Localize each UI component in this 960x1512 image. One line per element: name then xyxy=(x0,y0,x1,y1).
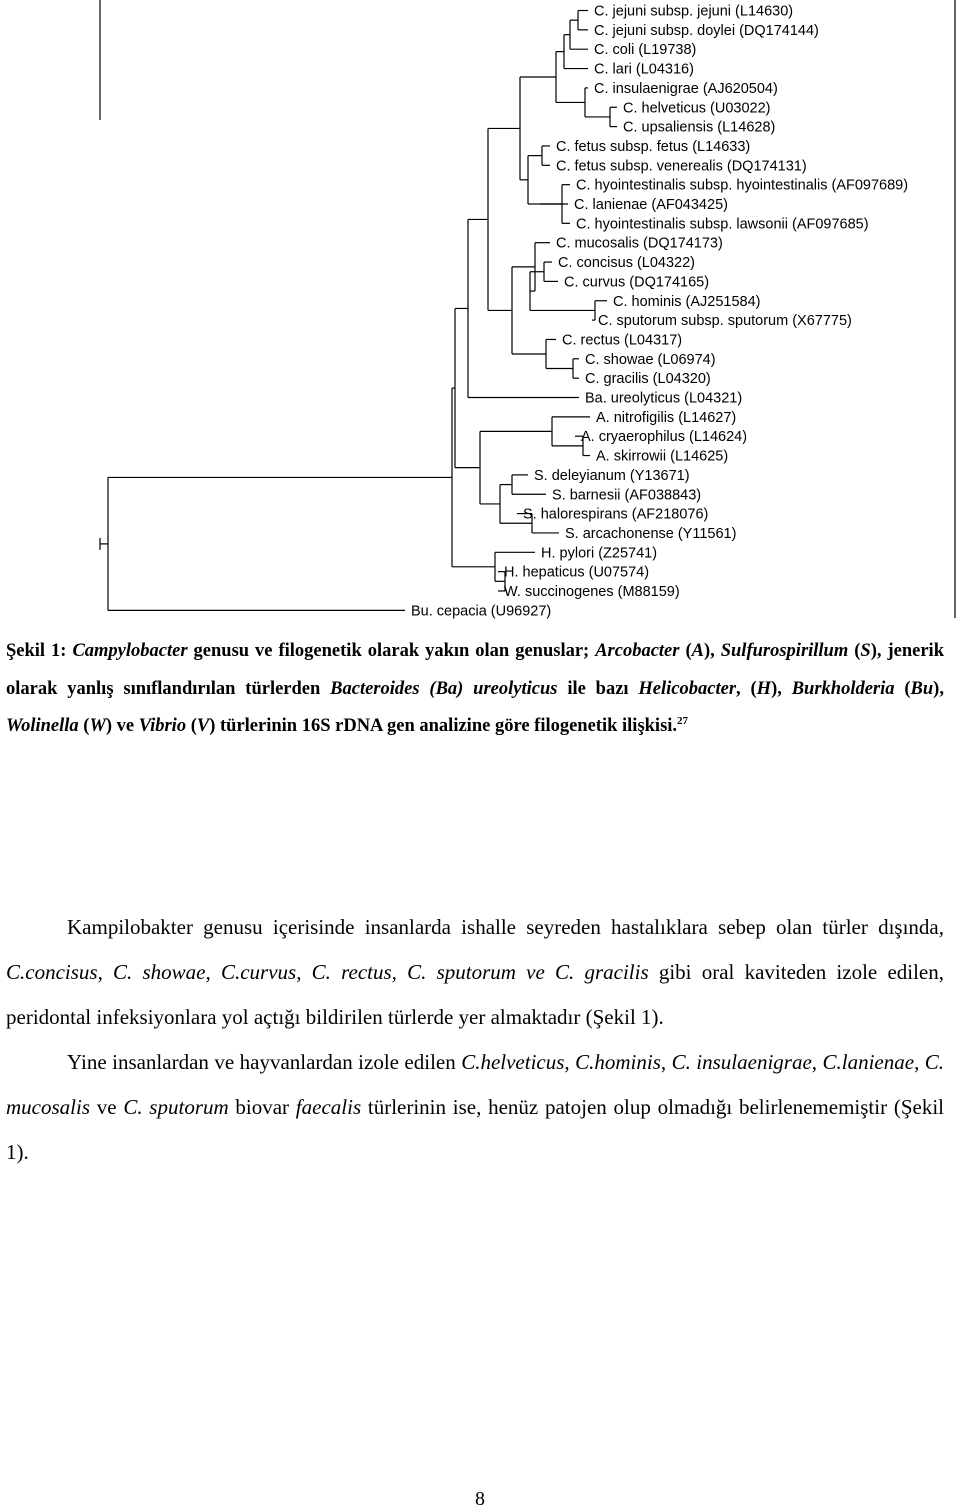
taxon-label: H. hepaticus (U07574) xyxy=(504,564,650,581)
paragraph-2: Yine insanlardan ve hayvanlardan izole edilen C.helveticus, C.hominis, C. insulaenigrae, C.lanienae, C. mucosalis ve C. sputorum biovar faecalis türlerinin ise, henüz patojen olup olmadığı belirlenememiştir (Şekil 1). xyxy=(6,1050,945,1164)
body-text xyxy=(6,905,944,1175)
taxon-label: S. deleyianum (Y13671) xyxy=(534,467,690,484)
taxon-label: C. helveticus (U03022) xyxy=(623,100,771,117)
taxon-label: S. arcachonense (Y11561) xyxy=(565,525,737,542)
caption-label: Şekil 1: xyxy=(6,641,67,661)
reference-number: 27 xyxy=(677,714,689,727)
taxon-label: C. jejuni subsp. doylei (DQ174144) xyxy=(594,22,819,39)
taxon-label: C. fetus subsp. fetus (L14633) xyxy=(556,138,751,155)
taxon-label: C. jejuni subsp. jejuni (L14630) xyxy=(594,3,794,20)
figure-caption: Şekil 1: Campylobacter genusu ve filogenetik olarak yakın olan genuslar; Arcobacter (A), Sulfurospirillum (S), jenerik olarak yanlış sınıflandırılan türlerden Bacteroides (Ba) ureolyticus ile bazı Helicobacter, (H), Burkholderia (Bu), Wolinella (W) ve Vibrio (V) türlerinin 16S rDNA gen analizine göre filogenetik ilişkisi.$^{27}$ xyxy=(6,641,944,736)
taxon-label: S. barnesii (AF038843) xyxy=(552,487,702,504)
taxon-label: H. pylori (Z25741) xyxy=(541,545,658,562)
taxon-label: Bu. cepacia (U96927) xyxy=(411,603,552,620)
taxon-label: C. fetus subsp. venerealis (DQ174131) xyxy=(556,158,807,175)
taxon-label: C. insulaenigrae (AJ620504) xyxy=(594,80,778,97)
taxon-label: C. hominis (AJ251584) xyxy=(613,293,761,310)
taxon-label: A. skirrowii (L14625) xyxy=(596,448,729,465)
taxon-label: C. hyointestinalis subsp. lawsonii (AF097685) xyxy=(576,216,869,233)
taxon-label: C. mucosalis (DQ174173) xyxy=(556,235,723,252)
taxon-label: C. concisus (L04322) xyxy=(558,255,696,272)
taxon-label: C. lari (L04316) xyxy=(594,61,694,78)
taxon-label: C. gracilis (L04320) xyxy=(585,371,711,388)
taxon-label: C. curvus (DQ174165) xyxy=(564,274,710,291)
phylogenetic-tree xyxy=(0,0,960,620)
taxon-label: C. coli (L19738) xyxy=(594,42,697,59)
taxon-label: Ba. ureolyticus (L04321) xyxy=(585,390,743,407)
taxon-label: C. hyointestinalis subsp. hyointestinalis (AF097689) xyxy=(576,177,909,194)
taxon-label: C. lanienae (AF043425) xyxy=(574,197,728,213)
taxon-label: A. nitrofigilis (L14627) xyxy=(596,409,737,426)
taxon-label: C. rectus (L04317) xyxy=(562,332,683,349)
taxon-label: C. sputorum subsp. sputorum (X67775) xyxy=(598,313,852,330)
tree-labels xyxy=(411,4,908,620)
taxon-label: S. halorespirans (AF218076) xyxy=(523,506,709,523)
taxon-label: W. succinogenes (M88159) xyxy=(504,584,680,600)
page-number: 8 xyxy=(475,1488,485,1510)
paragraph-1: Kampilobakter genusu içerisinde insanlarda ishalle seyreden hastalıklara sebep olan türler dışında, C.concisus, C. showae, C.curvus, C. rectus, C. sputorum ve C. gracilis gibi oral kaviteden izole edilen, peridontal infeksiyonlara yol açtığı bildirilen türlerde yer almaktadır (Şekil 1). xyxy=(6,915,945,1029)
taxon-label: C. upsaliensis (L14628) xyxy=(623,119,776,136)
taxon-label: C. showae (L06974) xyxy=(585,351,716,368)
tree-branches xyxy=(100,0,955,618)
taxon-label: A. cryaerophilus (L14624) xyxy=(581,429,748,446)
